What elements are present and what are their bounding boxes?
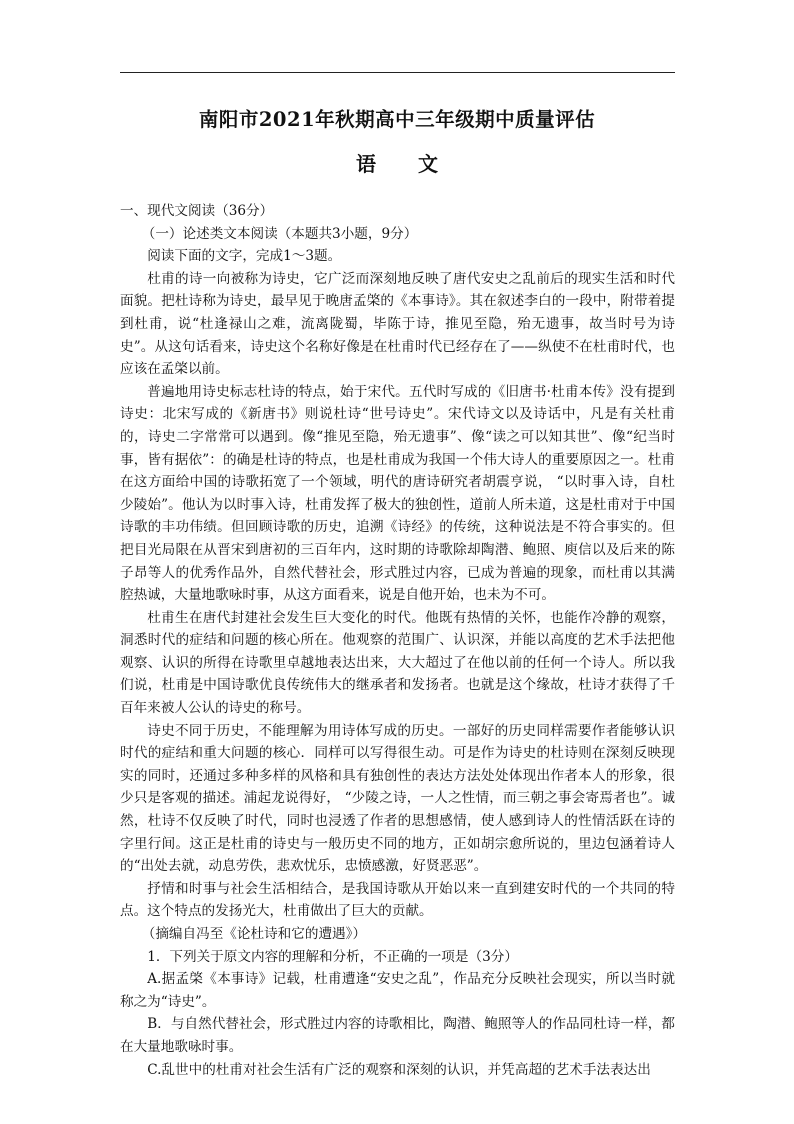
part-heading: （一）论述类文本阅读（本题共3小题，9分） xyxy=(141,225,418,242)
passage-paragraph-2: 普遍地用诗史标志杜诗的特点，始于宋代。五代时写成的《旧唐书·杜甫本传》没有提到诗史：北宋写成的《新唐书》则说杜诗“世号诗史”。宋代诗文以及诗话中，凡是有关杜甫的，诗史二字常常可以遇到。像“推见至隐，殆无遗事”、像“读之可以知其世”、像“纪当时事，皆有据依”：的确是杜诗的特点，也是杜甫成为我国一个伟大诗人的重要原因之一。杜甫在这方面给中国的诗歌拓宽了一个领域，明代的唐诗研究者胡震亨说， “以时事入诗，自杜少陵始”。他认为以时事入诗，杜甫发挥了极大的独创性，道前人所未道，这是杜甫对于中国诗歌的丰功伟绩。但回顾诗歌的历史，追溯《诗经》的传统，这种说法是不符合事实的。但把目光局限在从晋宋到唐初的三百年内，这时期的诗歌除却陶潜、鲍照、庾信以及后来的陈子昂等人的优秀作品外，自然代替社会，形式胜过内容，已成为普遍的现象，而杜甫以其满腔热诚，大量地歌咏时事，从这方面看来，说是自他开始，也未为不可。 xyxy=(120,383,675,604)
subject-char-2: 文 xyxy=(418,152,438,176)
passage-paragraph-4: 诗史不同于历史，不能理解为用诗体写成的历史。一部好的历史同样需要作者能够认识时代的症结和重大问题的核心．同样可以写得很生动。可是作为诗史的杜诗则在深刻反映现实的同时，还通过多种多样的风格和具有独创性的表达方法处处体现出作者本人的形象，很少只是客观的描述。浦起龙说得好， “少陵之诗，一人之性情，而三朝之事会寄焉者也”。诚然，杜诗不仅反映了时代，同时也浸透了作者的思想感情，使人感到诗人的性情活跃在诗的字里行间。这正是杜甫的诗史与一般历史不同的地方，正如胡宗愈所说的，里边包涵着诗人的“出处去就，动息劳佚，悲欢忧乐，忠愤感激，好贤恶恶”。 xyxy=(120,722,675,875)
passage-source: （摘编自冯至《论杜诗和它的遭遇》） xyxy=(141,926,367,942)
question-1-option-c: C.乱世中的杜甫对社会生活有广泛的观察和深刻的认识，并凭高超的艺术手法表达出 xyxy=(147,1061,651,1078)
exam-title: 南阳市2021年秋期高中三年级期中质量评估 xyxy=(198,108,596,131)
question-1-option-b: B．与自然代替社会，形式胜过内容的诗歌相比，陶潜、鲍照等人的作品同杜诗一样，都在大量地歌咏时事。 xyxy=(120,1016,675,1055)
question-1-stem: 1．下列关于原文内容的理解和分析，不正确的一项是（3分） xyxy=(147,948,518,965)
passage-paragraph-5: 抒情和时事与社会生活相结合，是我国诗歌从开始以来一直到建安时代的一个共同的特点。这个特点的发扬光大，杜甫做出了巨大的贡献。 xyxy=(120,880,675,920)
section-heading: 一、现代文阅读（36分） xyxy=(120,203,274,219)
reading-instruction: 阅读下面的文字，完成1～3题。 xyxy=(147,248,342,265)
subject-char-1: 语 xyxy=(356,152,376,176)
passage-paragraph-1: 杜甫的诗一向被称为诗史，它广泛而深刻地反映了唐代安史之乱前后的现实生活和时代面貌。把杜诗称为诗史，最早见于晚唐孟棨的《本事诗》。其在叙述李白的一段中，附带着提到杜甫，说“杜逢禄山之难，流离陇蜀，毕陈于诗，推见至隐，殆无遗事，故当时号为诗史”。从这句话看来，诗史这个名称好像是在杜甫时代已经存在了——纵使不在杜甫时代，也应该在孟棨以前。 xyxy=(120,270,675,378)
passage-paragraph-3: 杜甫生在唐代封建社会发生巨大变化的时代。他既有热情的关怀，也能作冷静的观察，洞悉时代的症结和问题的核心所在。他观察的范围广、认识深，并能以高度的艺术手法把他观察、认识的所得在诗歌里卓越地表达出来，大大超过了在他以前的任何一个诗人。所以我们说，杜甫是中国诗歌优良传统伟大的继承者和发扬者。也就是这个缘故，杜诗才获得了千百年来被人公认的诗史的称号。 xyxy=(120,609,675,717)
header-rule xyxy=(120,72,675,73)
exam-body xyxy=(120,200,675,1081)
question-1-option-a: A.据孟棨《本事诗》记载，杜甫遭逢“安史之乱”，作品充分反映社会现实，所以当时就称之为“诗史”。 xyxy=(120,971,675,1010)
subject-title xyxy=(0,148,794,177)
